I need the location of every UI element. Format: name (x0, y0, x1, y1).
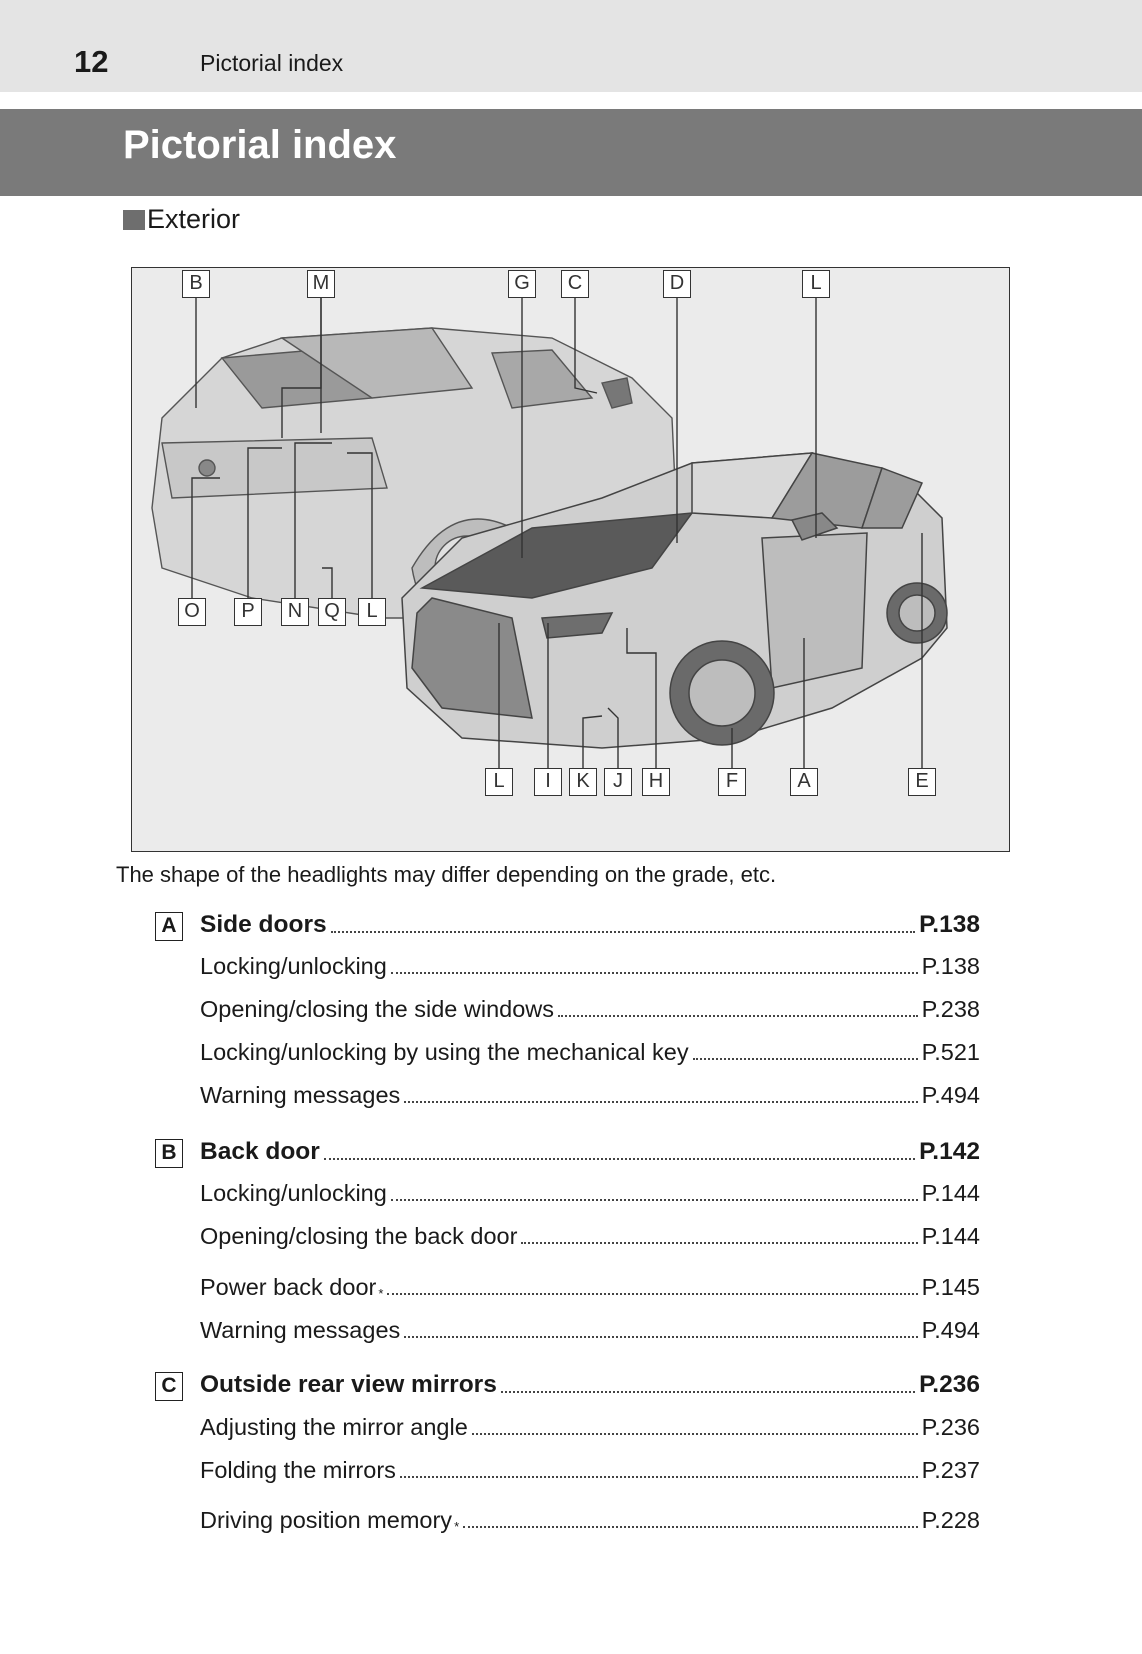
dot-leader (331, 931, 916, 933)
callout-p: P (234, 598, 262, 626)
callout-c: C (561, 270, 589, 298)
callout-e: E (908, 768, 936, 796)
entry-label: Locking/unlocking (200, 953, 387, 979)
callout-q: Q (318, 598, 346, 626)
entry-page: P.144 (921, 1223, 980, 1249)
entry-page: P.145 (921, 1274, 980, 1300)
entry-label: Outside rear view mirrors (200, 1371, 497, 1398)
index-entry-outside-mirrors[interactable] (200, 1371, 980, 1399)
callout-j: J (604, 768, 632, 796)
entry-page: P.144 (921, 1180, 980, 1206)
entry-page: P.228 (921, 1507, 980, 1533)
dot-leader (391, 1199, 918, 1201)
footnote-mark: * (454, 1519, 460, 1534)
entry-label: Opening/closing the side windows (200, 996, 555, 1022)
page-number: 12 (74, 44, 109, 79)
entry-page: P.236 (919, 1371, 980, 1398)
callout-l-top: L (802, 270, 830, 298)
entry-label: Driving position memory (200, 1507, 453, 1533)
footnote-mark: * (378, 1286, 384, 1301)
dot-leader (324, 1158, 915, 1160)
group-letter-c: C (155, 1372, 183, 1401)
dot-leader (400, 1476, 918, 1478)
callout-h: H (642, 768, 670, 796)
entry-page: P.236 (921, 1414, 980, 1440)
index-entry[interactable] (200, 1457, 980, 1484)
entry-page: P.237 (921, 1457, 980, 1483)
section-heading (123, 204, 240, 235)
page-title: Pictorial index (123, 123, 397, 167)
dot-leader (463, 1526, 917, 1528)
entry-page: P.494 (921, 1317, 980, 1343)
entry-label: Back door (200, 1138, 320, 1165)
callout-g: G (508, 270, 536, 298)
index-entry[interactable] (200, 1414, 980, 1441)
exterior-illustration (131, 267, 1010, 852)
header-band (0, 0, 1142, 92)
entry-label: Locking/unlocking (200, 1180, 387, 1206)
dot-leader (521, 1242, 917, 1244)
square-bullet-icon (123, 210, 145, 230)
callout-a: A (790, 768, 818, 796)
running-title: Pictorial index (200, 50, 344, 76)
index-entry[interactable] (200, 996, 980, 1023)
entry-page: P.142 (919, 1138, 980, 1165)
dot-leader (404, 1336, 917, 1338)
callout-m: M (307, 270, 335, 298)
entry-label: Opening/closing the back door (200, 1223, 518, 1249)
index-entry[interactable] (200, 1317, 980, 1344)
callout-n: N (281, 598, 309, 626)
entry-label: Warning messages (200, 1317, 401, 1343)
entry-label: Side doors (200, 911, 327, 938)
callout-d: D (663, 270, 691, 298)
figure-caption: The shape of the headlights may differ depending on the grade, etc. (116, 862, 777, 887)
entry-label: Folding the mirrors (200, 1457, 396, 1483)
entry-page: P.494 (921, 1082, 980, 1108)
callout-l-bottom: L (485, 768, 513, 796)
dot-leader (391, 972, 918, 974)
index-entry-back-door[interactable] (200, 1138, 980, 1166)
index-entry[interactable] (200, 1507, 980, 1534)
dot-leader (387, 1293, 917, 1295)
callout-l-left: L (358, 598, 386, 626)
entry-page: P.238 (921, 996, 980, 1022)
index-entry[interactable] (200, 1223, 980, 1250)
title-bar (0, 109, 1142, 196)
section-heading-text: Exterior (147, 204, 241, 234)
entry-label: Warning messages (200, 1082, 401, 1108)
dot-leader (472, 1433, 918, 1435)
dot-leader (558, 1015, 918, 1017)
index-entry[interactable] (200, 1274, 980, 1301)
callout-f: F (718, 768, 746, 796)
car-illustration (132, 268, 1008, 850)
index-entry[interactable] (200, 1039, 980, 1066)
dot-leader (501, 1391, 915, 1393)
entry-page: P.521 (921, 1039, 980, 1065)
index-entry[interactable] (200, 953, 980, 980)
entry-page: P.138 (919, 911, 980, 938)
entry-label: Power back door (200, 1274, 377, 1300)
callout-i: I (534, 768, 562, 796)
entry-label: Locking/unlocking by using the mechanical key (200, 1039, 689, 1065)
index-entry[interactable] (200, 1082, 980, 1109)
entry-label: Adjusting the mirror angle (200, 1414, 468, 1440)
index-entry-side-doors[interactable] (200, 911, 980, 939)
entry-page: P.138 (921, 953, 980, 979)
group-letter-b: B (155, 1139, 183, 1168)
callout-o: O (178, 598, 206, 626)
dot-leader (693, 1058, 918, 1060)
callout-b: B (182, 270, 210, 298)
dot-leader (404, 1101, 917, 1103)
index-entry[interactable] (200, 1180, 980, 1207)
group-letter-a: A (155, 912, 183, 941)
callout-k: K (569, 768, 597, 796)
